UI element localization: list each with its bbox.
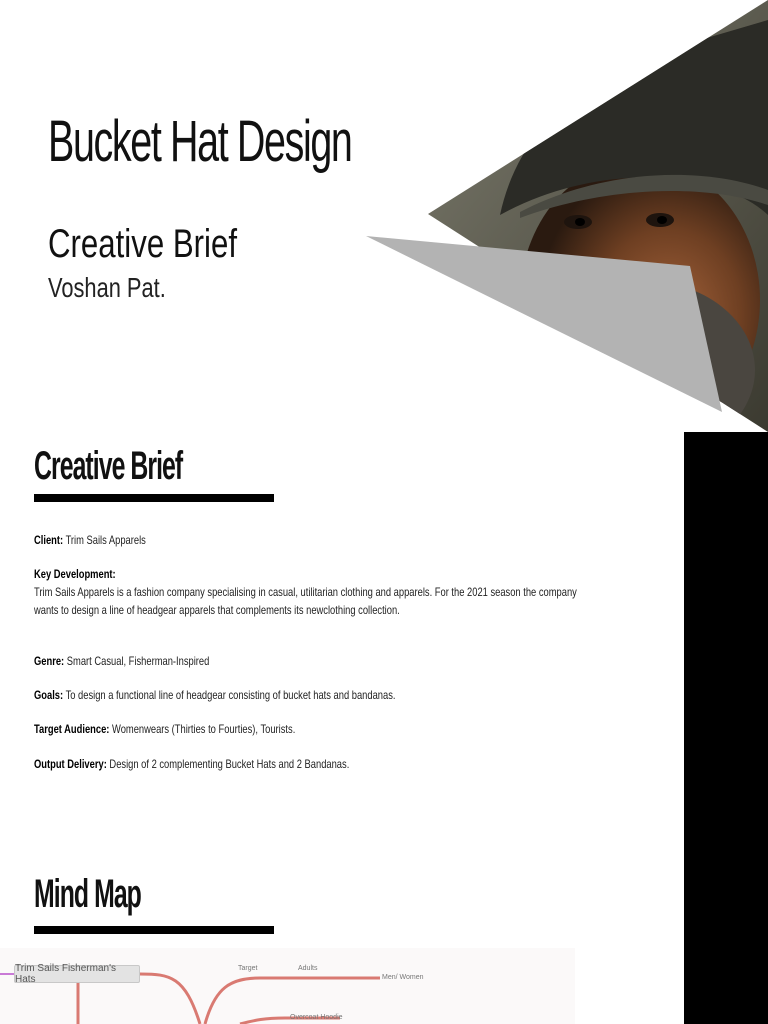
node-adults: Adults [298, 965, 318, 972]
client-line [34, 533, 146, 547]
output-delivery-value: Design of 2 complementing Bucket Hats and 2 Bandanas. [109, 757, 350, 771]
cover-title: Bucket Hat Design [48, 109, 352, 174]
heading-underline [34, 926, 274, 934]
genre-label: Genre: [34, 654, 65, 668]
heading-underline [34, 494, 274, 502]
output-delivery-label: Output Delivery: [34, 757, 107, 771]
cover-artwork [0, 0, 768, 432]
goals-label: Goals: [34, 688, 64, 702]
node-target: Target [238, 965, 258, 972]
target-audience-line [34, 722, 295, 736]
cover-section [0, 0, 768, 432]
genre-value: Smart Casual, Fisherman-Inspired [66, 654, 210, 668]
portrait-photo [420, 0, 768, 432]
client-label: Client: [34, 533, 64, 547]
genre-line [34, 654, 209, 668]
sidebar-black-bar [684, 432, 768, 1024]
node-men-women: Men/ Women [382, 974, 424, 981]
key-development-label: Key Development: [34, 567, 116, 581]
key-development-text-1: Trim Sails Apparels is a fashion company specialising in casual, utilitarian clothing and apparels. For the 2021 season the company [34, 585, 577, 599]
key-development-text-2: wants to design a line of headgear apparels that complements its newclothing collection. [34, 603, 400, 617]
output-delivery-line [34, 757, 349, 771]
client-value: Trim Sails Apparels [65, 533, 146, 547]
cover-subtitle: Creative Brief [48, 222, 238, 266]
key-development-label-line [34, 567, 116, 581]
mind-map-root-node: Trim Sails Fisherman's Hats [14, 965, 140, 983]
mind-map-connectors [0, 948, 575, 1024]
cover-author: Voshan Pat. [48, 272, 166, 303]
goals-line [34, 688, 395, 702]
node-overcoat-hoodie: Overcoat Hoodie [290, 1014, 343, 1021]
goals-value: To design a functional line of headgear consisting of bucket hats and bandanas. [65, 688, 396, 702]
target-audience-label: Target Audience: [34, 722, 110, 736]
target-audience-value: Womenwears (Thirties to Fourties), Tourists. [112, 722, 296, 736]
mind-map-heading: Mind Map [34, 872, 141, 916]
creative-brief-heading: Creative Brief [34, 444, 183, 488]
mind-map-diagram [0, 948, 575, 1024]
